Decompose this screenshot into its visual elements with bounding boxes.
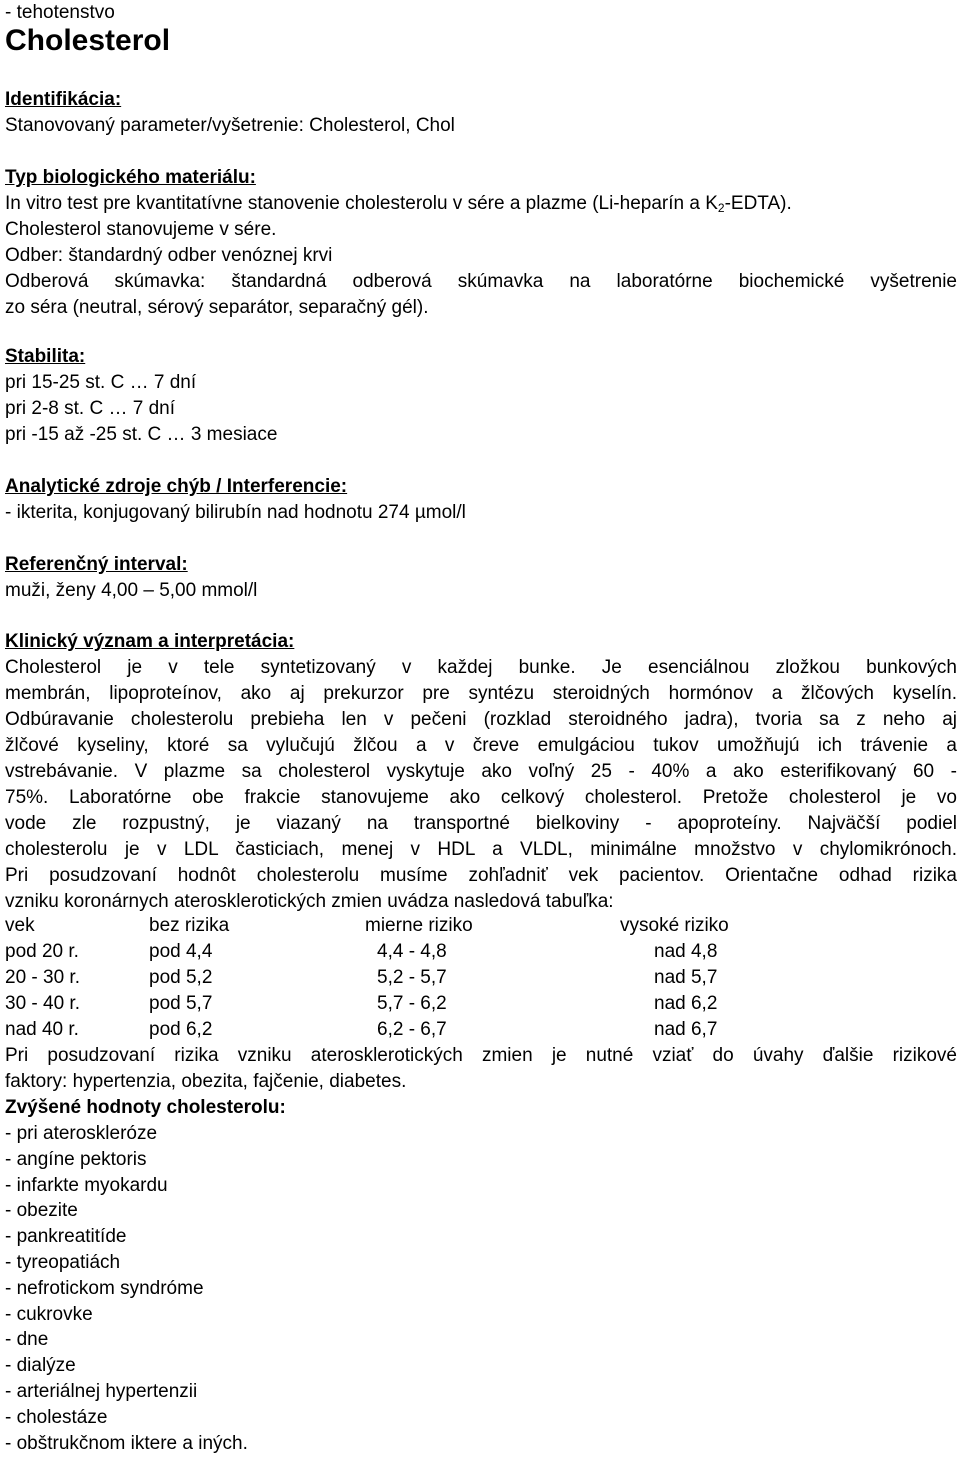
table-row (5, 1017, 957, 1043)
table-cell: 5,7 - 6,2 (377, 993, 447, 1014)
table-cell: nad 6,2 (654, 993, 718, 1014)
table-row (5, 939, 957, 965)
identification-heading: Identifikácia: (5, 89, 122, 110)
table-cell: nad 6,7 (654, 1019, 718, 1040)
interference-heading: Analytické zdroje chýb / Interferencie: (5, 476, 348, 497)
clinical-line: membrán, lipoproteínov, ako aj prekurzor pre syntézu steroidných hormónov a žlčových kyselín. (5, 683, 957, 704)
list-item: - arteriálnej hypertenzii (5, 1381, 198, 1402)
list-item: - nefrotickom syndróme (5, 1278, 204, 1299)
table-cell: 6,2 - 6,7 (377, 1019, 447, 1040)
list-item: - angíne pektoris (5, 1149, 147, 1170)
table-cell: pod 4,4 (149, 941, 213, 962)
material-line-3: Odber: štandardný odber venóznej krvi (5, 245, 333, 266)
list-item: - pri ateroskleróze (5, 1123, 158, 1144)
table-row (5, 965, 957, 991)
risk-factors-line-1: Pri posudzovaní rizika vzniku aterosklerotických zmien je nutné vziať do úvahy ďalšie rizikové (5, 1045, 957, 1066)
identification-text: Stanovovaný parameter/vyšetrenie: Cholesterol, Chol (5, 115, 455, 136)
interference-text: - ikterita, konjugovaný bilirubín nad hodnotu 274 µmol/l (5, 502, 466, 523)
table-cell: nad 40 r. (5, 1019, 79, 1040)
table-cell: pod 5,2 (149, 967, 213, 988)
clinical-line: vzniku koronárnych aterosklerotických zmien uvádza nasledová tabuľka: (5, 891, 614, 912)
table-cell: 30 - 40 r. (5, 993, 80, 1014)
material-line-5: zo séra (neutral, sérový separátor, separačný gél). (5, 297, 429, 318)
clinical-line: 75%. Laboratórne obe frakcie stanovujeme ako celkový cholesterol. Pretože cholesterol je vo (5, 787, 957, 808)
table-header-cell: vek (5, 915, 35, 936)
clinical-line: Odbúravanie cholesterolu prebieha len v pečeni (rozklad steroidného jadra), tvoria sa z neho aj (5, 709, 957, 730)
table-row (5, 991, 957, 1017)
table-cell: nad 5,7 (654, 967, 718, 988)
table-cell: 20 - 30 r. (5, 967, 80, 988)
clinical-line: žlčové kyseliny, ktoré sa vylučujú žlčou a v čreve emulgáciou tukov umožňujú ich trávenie a (5, 735, 957, 756)
clinical-line: vode zle rozpustný, je viazaný na transportné bielkoviny - apoproteíny. Najväčší podiel (5, 813, 957, 834)
clinical-line: cholesterolu je v LDL časticiach, menej v HDL a VLDL, minimálne množstvo v chylomikrónoch. (5, 839, 957, 860)
category-label: - tehotenstvo (5, 2, 115, 23)
table-cell: pod 5,7 (149, 993, 213, 1014)
material-heading: Typ biologického materiálu: (5, 167, 256, 188)
table-header-cell: vysoké riziko (620, 915, 729, 936)
reference-text: muži, ženy 4,00 – 5,00 mmol/l (5, 580, 258, 601)
risk-table-header (5, 913, 957, 939)
stability-item: pri -15 až -25 st. C … 3 mesiace (5, 424, 278, 445)
material-line-1: In vitro test pre kvantitatívne stanovenie cholesterolu v sére a plazme (Li-heparín a $K_2-EDTA$). (5, 193, 792, 215)
stability-heading: Stabilita: (5, 346, 86, 367)
table-cell: pod 6,2 (149, 1019, 213, 1040)
clinical-line: vstrebávanie. V plazme sa cholesterol vyskytuje ako voľný 25 - 40% a ako esterifikovaný 60 - (5, 761, 957, 782)
material-line-2: Cholesterol stanovujeme v sére. (5, 219, 277, 240)
table-cell: 5,2 - 5,7 (377, 967, 447, 988)
table-header-cell: bez rizika (149, 915, 230, 936)
table-header-cell: mierne riziko (365, 915, 473, 936)
list-item: - cukrovke (5, 1304, 93, 1325)
list-item: - cholestáze (5, 1407, 108, 1428)
stability-item: pri 15-25 st. C … 7 dní (5, 372, 197, 393)
table-cell: pod 20 r. (5, 941, 79, 962)
list-item: - dne (5, 1329, 49, 1350)
table-cell: 4,4 - 4,8 (377, 941, 447, 962)
clinical-line: Cholesterol je v tele syntetizovaný v každej bunke. Je esenciálnou zložkou bunkových (5, 657, 957, 678)
list-item: - pankreatitíde (5, 1226, 127, 1247)
material-line-4: Odberová skúmavka: štandardná odberová skúmavka na laboratórne biochemické vyšetrenie (5, 271, 957, 292)
page-title: Cholesterol (5, 24, 171, 57)
clinical-line: Pri posudzovaní hodnôt cholesterolu musíme zohľadniť vek pacientov. Orientačne odhad rizika (5, 865, 957, 886)
list-item: - infarkte myokardu (5, 1175, 168, 1196)
risk-factors-line-2: faktory: hypertenzia, obezita, fajčenie, diabetes. (5, 1071, 407, 1092)
list-item: - dialýze (5, 1355, 76, 1376)
stability-item: pri 2-8 st. C … 7 dní (5, 398, 176, 419)
list-item: - obštrukčnom iktere a iných. (5, 1433, 248, 1454)
table-cell: nad 4,8 (654, 941, 718, 962)
elevated-heading: Zvýšené hodnoty cholesterolu: (5, 1097, 286, 1118)
list-item: - obezite (5, 1200, 78, 1221)
reference-heading: Referenčný interval: (5, 554, 188, 575)
list-item: - tyreopatiách (5, 1252, 121, 1273)
clinical-heading: Klinický význam a interpretácia: (5, 631, 295, 652)
